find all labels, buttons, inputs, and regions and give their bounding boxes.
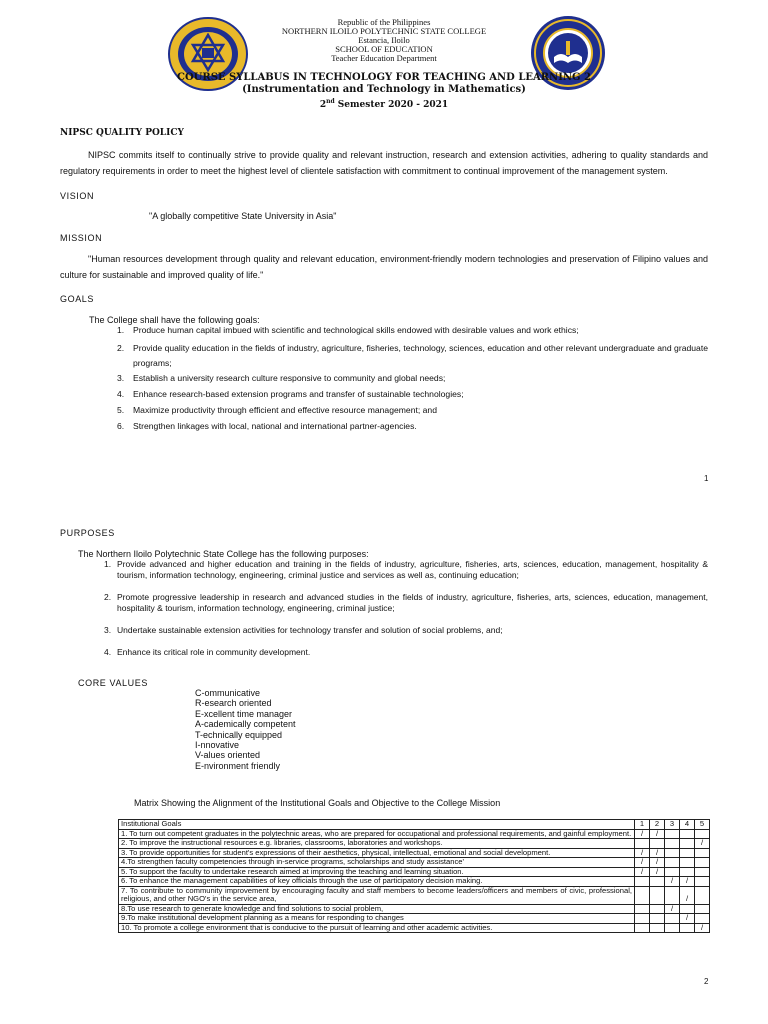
header-college-name: NORTHERN ILOILO POLYTECHNIC STATE COLLEGE [281,26,487,36]
mark-cell [650,877,665,887]
mark-cell [650,886,665,904]
mark-cell [695,886,710,904]
goals-intro: The College shall have the following goals: [89,315,260,325]
mark-cell [650,904,665,914]
mark-cell [635,839,650,849]
mark-cell [695,848,710,858]
list-item: 3. Undertake sustainable extension activities for technology transfer and solution of social problems, and; [104,625,503,635]
quality-policy-text: NIPSC commits itself to continually strive to provide quality and relevant instruction, research and extension activities, adhering to quality standards and regulatory requirements in order to meet the highest level of clientele satisfaction with commitment to continual improvement of the management system. [60,150,708,176]
list-item: 1. Produce human capital imbued with scientific and technological skills endowed with desirable values and work ethics; [117,325,579,335]
page-number: 2 [704,977,709,986]
semester-line: 2nd Semester 2020 - 2021 [319,98,449,110]
mark-cell: / [695,923,710,933]
syllabus-subtitle: (Instrumentation and Technology in Mathematics) [242,84,526,95]
list-item: 2. Provide quality education in the fields of industry, agriculture, fisheries, technology, sciences, education and other relevant undergraduate and graduate programs; [117,343,708,368]
list-item: E-xcellent time manager [195,708,293,719]
goal-cell: 8.To use research to generate knowledge and find solutions to social problem, [119,904,635,914]
purposes-heading: PURPOSES [60,528,115,538]
mark-cell: / [650,867,665,877]
table-row [119,858,710,868]
goal-cell: 9.To make institutional development planning as a means for responding to changes [119,914,635,924]
table-header-cell: 2 [650,820,665,830]
mark-cell: / [635,829,650,839]
table-row [119,839,710,849]
mark-cell [680,829,695,839]
quality-policy-heading: NIPSC QUALITY POLICY [60,128,184,138]
header-location: Estancia, Iloilo [358,35,410,45]
table-row [119,914,710,924]
table-header-cell: 5 [695,820,710,830]
mark-cell: / [635,867,650,877]
table-header-cell: Institutional Goals [119,820,635,830]
mark-cell [635,886,650,904]
mark-cell [665,839,680,849]
mark-cell [680,848,695,858]
list-item: E-nvironment friendly [195,760,281,771]
mark-cell [680,923,695,933]
purposes-intro: The Northern Iloilo Polytechnic State College has the following purposes: [78,549,369,559]
page-number: 1 [704,474,709,483]
goal-cell: 7. To contribute to community improvement by encouraging faculty and staff members to become leaders/officers and members of civic, professional, religious, and other NGO's in the service area, [119,886,635,904]
mark-cell [665,858,680,868]
table-header-cell: 3 [665,820,680,830]
mark-cell [665,829,680,839]
list-item: C-ommunicative [195,688,261,698]
mark-cell [695,867,710,877]
mark-cell [635,923,650,933]
mission-text: "Human resources development through quality and relevant education, environment-friendly modern technologies and preservation of Filipino values and culture for sustainable and improved quality of life." [60,254,708,280]
list-item: R-esearch oriented [195,698,272,709]
goal-cell: 2. To improve the instructional resources e.g. libraries, classrooms, laboratories and workshops. [119,839,635,849]
vision-heading: VISION [60,191,95,201]
table-row [119,877,710,887]
mark-cell [680,858,695,868]
mark-cell [665,848,680,858]
goal-cell: 4.To strengthen faculty competencies through in-service programs, scholarships and study assistance' [119,858,635,868]
list-item: 4. Enhance research-based extension programs and transfer of sustainable technologies; [117,389,464,399]
mark-cell [635,904,650,914]
list-item: 5. Maximize productivity through efficient and effective resource management; and [117,405,437,415]
mark-cell [650,839,665,849]
mark-cell [665,923,680,933]
matrix-caption: Matrix Showing the Alignment of the Institutional Goals and Objective to the College Mission [134,798,501,808]
mark-cell: / [650,829,665,839]
mark-cell [635,914,650,924]
goal-cell: 10. To promote a college environment that is conducive to the pursuit of learning and other academic activities. [119,923,635,933]
mark-cell: / [665,904,680,914]
list-item: 2. Promote progressive leadership in research and advanced studies in the fields of industry, agriculture, fisheries, arts, sciences, education, management, hospitality & tourism, information technology, engineering, criminal justice; [104,592,708,613]
mark-cell [695,914,710,924]
goal-cell: 6. To enhance the management capabilities of key officials through the use of participatory decision making. [119,877,635,887]
syllabus-title: COURSE SYLLABUS IN TECHNOLOGY FOR TEACHING AND LEARNING 2 [177,72,591,83]
core-values-heading: CORE VALUES [78,678,148,688]
mark-cell [695,877,710,887]
goals-heading: GOALS [60,294,95,304]
mark-cell: / [650,848,665,858]
mark-cell [680,839,695,849]
mark-cell [665,886,680,904]
core-values-list [195,688,296,771]
header-school: SCHOOL OF EDUCATION [335,44,433,54]
goal-cell: 5. To support the faculty to undertake research aimed at improving the teaching and learning situation. [119,867,635,877]
mark-cell: / [650,858,665,868]
list-item: T-echnically equipped [195,729,283,740]
vision-text: "A globally competitive State University in Asia" [149,211,337,221]
goal-cell: 1. To turn out competent graduates in the polytechnic areas, who are prepared for occupational and professional requirements, and gainful employment. [119,829,635,839]
list-item: 1. Provide advanced and higher education and training in the fields of industry, agriculture, fisheries, arts, sciences, education, management, hospitality & tourism, information technology, engineering, criminal justice and services as well as, continuing education; [104,559,708,580]
header-republic: Republic of the Philippines [337,17,431,27]
table-row [119,923,710,933]
table-header-cell: 1 [635,820,650,830]
mark-cell [650,923,665,933]
mark-cell: / [635,858,650,868]
list-item: 3. Establish a university research culture responsive to community and global needs; [117,373,446,383]
list-item: V-alues oriented [195,750,261,761]
header-department: Teacher Education Department [331,53,437,63]
mark-cell [665,914,680,924]
list-item: A-cademically competent [195,719,296,730]
alignment-matrix-table [118,819,710,933]
goals-list [117,325,708,437]
mark-cell [635,877,650,887]
mark-cell: / [695,839,710,849]
purposes-list [104,559,708,661]
mark-cell [650,914,665,924]
table-row [119,886,710,904]
goal-cell: 3. To provide opportunities for student's expressions of their aesthetics, physical, intellectual, emotional and social development. [119,848,635,858]
list-item: I-nnovative [195,740,240,751]
list-item: 4. Enhance its critical role in community development. [104,647,311,657]
mark-cell: / [680,914,695,924]
mark-cell: / [680,886,695,904]
mark-cell: / [635,848,650,858]
mark-cell: / [680,877,695,887]
mark-cell [695,904,710,914]
mission-heading: MISSION [60,233,103,243]
list-item: 6. Strengthen linkages with local, national and international partner-agencies. [117,421,417,431]
table-header-row [119,820,710,830]
table-header-cell: 4 [680,820,695,830]
mark-cell [695,858,710,868]
mark-cell: / [665,877,680,887]
